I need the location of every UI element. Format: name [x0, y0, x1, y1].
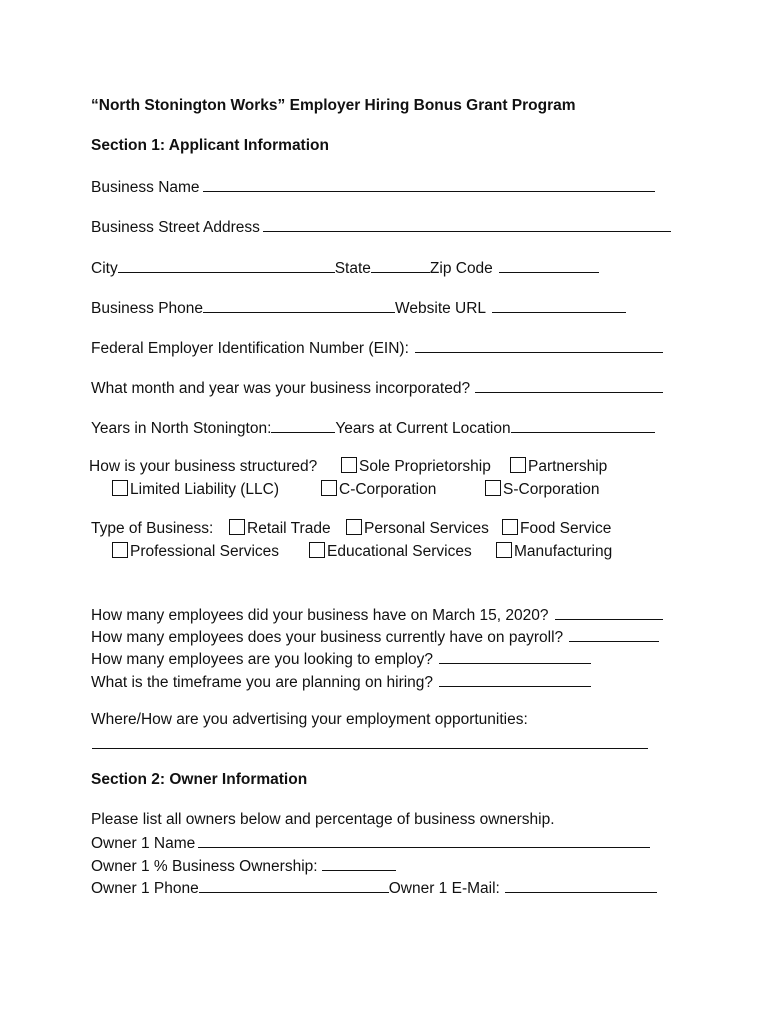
- incorporated-row: [91, 377, 663, 399]
- employees-march-field[interactable]: [555, 604, 663, 620]
- checkbox-retail-trade[interactable]: [229, 519, 245, 535]
- phone-label: Business Phone: [91, 300, 204, 317]
- option-professional-services[interactable]: [112, 542, 279, 562]
- checkbox-manufacturing[interactable]: [496, 542, 512, 558]
- incorporated-label: What month and year was your business incorporated?: [91, 380, 471, 397]
- employees-march-row: [91, 604, 663, 626]
- phone-field[interactable]: [203, 297, 395, 313]
- option-label: Limited Liability (LLC): [130, 481, 280, 498]
- option-sole-proprietorship[interactable]: [341, 457, 491, 477]
- option-manufacturing[interactable]: [496, 542, 612, 562]
- phone-website-row: [91, 297, 626, 319]
- state-field[interactable]: [371, 257, 430, 273]
- owner1-email-field[interactable]: [505, 877, 657, 893]
- owner1-name-field[interactable]: [198, 832, 650, 848]
- employees-march-label: How many employees did your business have on March 15, 2020?: [91, 607, 549, 624]
- city-state-zip-row: [91, 257, 599, 279]
- option-educational-services[interactable]: [309, 542, 472, 562]
- option-label: Food Service: [520, 520, 612, 537]
- advertising-label: Where/How are you advertising your employment opportunities:: [91, 711, 528, 728]
- employees-looking-label: How many employees are you looking to employ?: [91, 651, 434, 668]
- owner1-pct-label: Owner 1 % Business Ownership:: [91, 858, 318, 875]
- option-label: C-Corporation: [339, 481, 437, 498]
- checkbox-professional-services[interactable]: [112, 542, 128, 558]
- years-location-field[interactable]: [511, 417, 655, 433]
- owner1-name-label: Owner 1 Name: [91, 835, 196, 852]
- option-retail-trade[interactable]: [229, 519, 331, 539]
- employees-looking-row: [91, 648, 591, 670]
- state-label: State: [334, 260, 371, 277]
- business-name-field[interactable]: [203, 176, 655, 192]
- zip-label: Zip Code: [429, 260, 493, 277]
- option-food-service[interactable]: [502, 519, 611, 539]
- owner1-pct-row: [91, 855, 396, 877]
- website-label: Website URL: [395, 300, 487, 317]
- checkbox-personal-services[interactable]: [346, 519, 362, 535]
- owner1-pct-field[interactable]: [322, 855, 396, 871]
- owner1-contact-row: [91, 877, 657, 899]
- section1-heading: Section 1: Applicant Information: [91, 137, 329, 154]
- owner1-name-row: [91, 832, 650, 854]
- type-question: Type of Business:: [91, 520, 214, 537]
- owner1-email-label: Owner 1 E-Mail:: [388, 880, 500, 897]
- owner1-phone-field[interactable]: [199, 877, 389, 893]
- option-llc[interactable]: [112, 480, 279, 500]
- option-label: Manufacturing: [514, 543, 613, 560]
- section2-heading: Section 2: Owner Information: [91, 771, 308, 788]
- employees-current-label: How many employees does your business currently have on payroll?: [91, 629, 564, 646]
- years-location-label: Years at Current Location: [335, 420, 511, 437]
- years-row: [91, 417, 655, 439]
- owner1-phone-label: Owner 1 Phone: [91, 880, 199, 897]
- city-field[interactable]: [118, 257, 335, 273]
- employees-current-field[interactable]: [569, 626, 659, 642]
- ein-field[interactable]: [415, 337, 663, 353]
- years-town-field[interactable]: [271, 417, 335, 433]
- website-field[interactable]: [492, 297, 626, 313]
- timeframe-row: [91, 671, 591, 693]
- option-partnership[interactable]: [510, 457, 607, 477]
- option-label: Personal Services: [364, 520, 489, 537]
- ein-label: Federal Employer Identification Number (EIN):: [91, 340, 409, 357]
- option-c-corporation[interactable]: [321, 480, 436, 500]
- timeframe-label: What is the timeframe you are planning on hiring?: [91, 674, 434, 691]
- option-label: S-Corporation: [503, 481, 600, 498]
- option-label: Professional Services: [130, 543, 280, 560]
- checkbox-c-corporation[interactable]: [321, 480, 337, 496]
- employees-current-row: [91, 626, 659, 648]
- checkbox-s-corporation[interactable]: [485, 480, 501, 496]
- owners-instructions: Please list all owners below and percentage of business ownership.: [91, 811, 555, 828]
- ein-row: [91, 337, 663, 359]
- form-title: “North Stonington Works” Employer Hiring Bonus Grant Program: [91, 97, 576, 114]
- zip-field[interactable]: [499, 257, 599, 273]
- structure-question: How is your business structured?: [89, 458, 318, 475]
- business-name-row: [91, 176, 655, 198]
- years-town-label: Years in North Stonington:: [91, 420, 272, 437]
- incorporated-field[interactable]: [475, 377, 663, 393]
- street-address-label: Business Street Address: [91, 219, 260, 236]
- street-address-field[interactable]: [263, 216, 671, 232]
- advertising-field[interactable]: [92, 748, 648, 749]
- business-name-label: Business Name: [91, 179, 200, 196]
- option-label: Retail Trade: [247, 520, 331, 537]
- checkbox-educational-services[interactable]: [309, 542, 325, 558]
- option-label: Partnership: [528, 458, 608, 475]
- checkbox-sole-proprietorship[interactable]: [341, 457, 357, 473]
- checkbox-food-service[interactable]: [502, 519, 518, 535]
- street-address-row: [91, 216, 671, 238]
- checkbox-partnership[interactable]: [510, 457, 526, 473]
- option-label: Educational Services: [327, 543, 472, 560]
- employees-looking-field[interactable]: [439, 648, 591, 664]
- option-personal-services[interactable]: [346, 519, 489, 539]
- city-label: City: [91, 260, 118, 277]
- option-label: Sole Proprietorship: [359, 458, 491, 475]
- option-s-corporation[interactable]: [485, 480, 600, 500]
- checkbox-llc[interactable]: [112, 480, 128, 496]
- timeframe-field[interactable]: [439, 671, 591, 687]
